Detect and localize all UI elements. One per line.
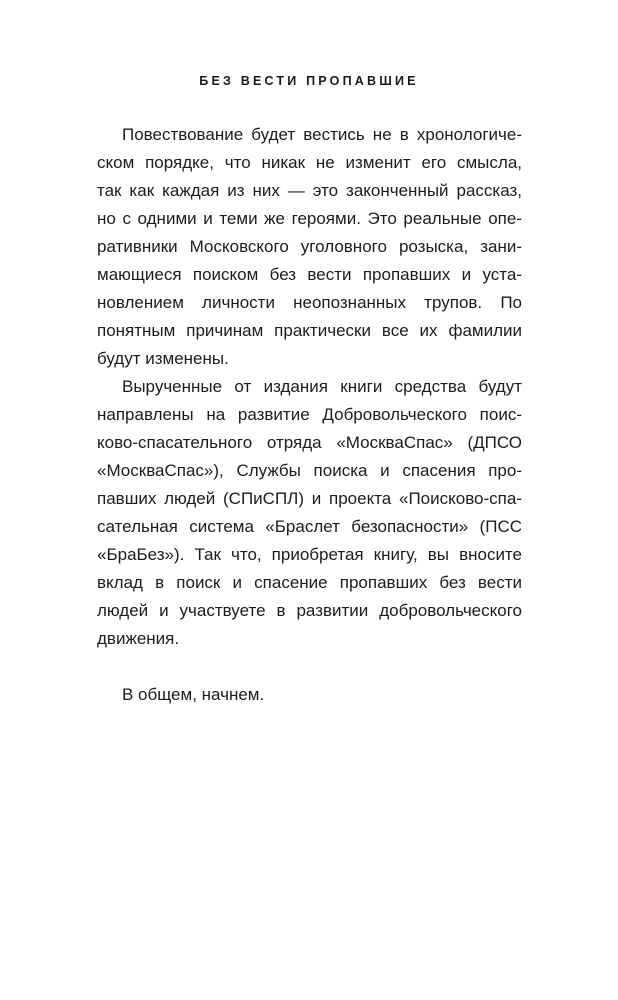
- text-line: ративники Московского уголовного розыска, зани-: [97, 237, 522, 256]
- text-line: будут изменены.: [97, 349, 229, 368]
- text-line: направлены на развитие Добровольческого поис-: [97, 405, 522, 424]
- text-line: так как каждая из них — это законченный рассказ,: [97, 181, 522, 200]
- text-line: но с одними и теми же героями. Это реальные опе-: [97, 209, 522, 228]
- text-line: ково-спасательного отряда «МоскваСпас» (ДПСО: [97, 433, 522, 452]
- text-line: В общем, начнем.: [122, 685, 265, 704]
- text-line: Вырученные от издания книги средства будут: [122, 377, 522, 396]
- text-line: понятным причинам практически все их фамилии: [97, 321, 522, 340]
- text-line: павших людей (СПиСПЛ) и проекта «Поисково-спа-: [97, 489, 522, 508]
- text-line: новлением личности неопознанных трупов. По: [97, 293, 522, 312]
- text-line: Повествование будет вестись не в хронологиче-: [122, 125, 522, 144]
- text-line: «БраБез»). Так что, приобретая книгу, вы вносите: [97, 545, 522, 564]
- text-line: людей и участвуете в развитии добровольческого: [97, 601, 522, 620]
- text-line: сательная система «Браслет безопасности» (ПСС: [97, 517, 522, 536]
- running-head: БЕЗ ВЕСТИ ПРОПАВШИЕ: [199, 74, 419, 88]
- text-line: вклад в поиск и спасение пропавших без вести: [97, 573, 522, 592]
- text-line: ском порядке, что никак не изменит его смысла,: [97, 153, 522, 172]
- text-line: движения.: [97, 629, 180, 648]
- text-line: «МоскваСпас»), Службы поиска и спасения про-: [97, 461, 522, 480]
- text-line: мающиеся поиском без вести пропавших и уста-: [97, 265, 522, 284]
